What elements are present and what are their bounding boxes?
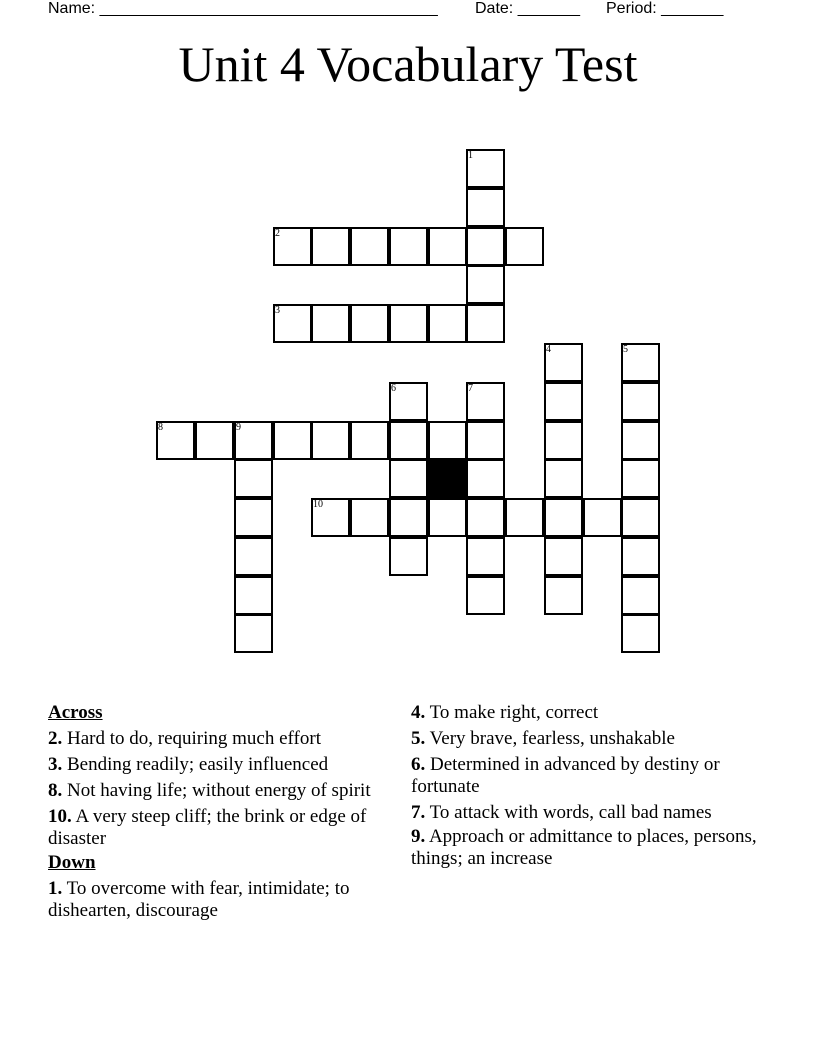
crossword-cell[interactable] xyxy=(311,227,350,266)
crossword-cell[interactable] xyxy=(389,537,428,576)
date-field-label: Date: _______ xyxy=(475,0,580,17)
crossword-cell[interactable] xyxy=(389,498,428,537)
crossword-cell[interactable] xyxy=(621,459,660,498)
crossword-cell[interactable] xyxy=(544,382,583,421)
clue-item: 3. Bending readily; easily influenced xyxy=(48,754,329,775)
crossword-cell[interactable] xyxy=(505,227,544,266)
crossword-cell[interactable] xyxy=(621,382,660,421)
crossword-cell[interactable] xyxy=(544,459,583,498)
crossword-cell[interactable] xyxy=(273,304,312,343)
crossword-cell[interactable] xyxy=(234,576,273,615)
crossword-cell[interactable] xyxy=(466,265,505,304)
crossword-cell[interactable] xyxy=(621,421,660,460)
crossword-cell[interactable] xyxy=(350,227,389,266)
clue-item: 9. Approach or admittance to places, persons, things; an increase xyxy=(411,826,757,869)
crossword-cell[interactable] xyxy=(466,421,505,460)
crossword-cell[interactable] xyxy=(466,149,505,188)
crossword-cell[interactable] xyxy=(505,498,544,537)
crossword-cell[interactable] xyxy=(428,304,467,343)
crossword-cell[interactable] xyxy=(389,227,428,266)
crossword-cell[interactable] xyxy=(273,421,312,460)
crossword-cell[interactable] xyxy=(544,421,583,460)
crossword-cell[interactable] xyxy=(466,227,505,266)
crossword-cell[interactable] xyxy=(234,421,273,460)
crossword-cell[interactable] xyxy=(234,459,273,498)
crossword-cell[interactable] xyxy=(350,498,389,537)
clue-item: 2. Hard to do, requiring much effort xyxy=(48,728,321,749)
crossword-cell[interactable] xyxy=(544,343,583,382)
clue-number: 8 xyxy=(158,422,163,433)
crossword-cell[interactable] xyxy=(621,614,660,653)
clue-number: 3 xyxy=(275,305,280,316)
crossword-cell[interactable] xyxy=(466,459,505,498)
clue-item: 10. A very steep cliff; the brink or edge of disaster xyxy=(48,806,367,849)
clue-item: 5. Very brave, fearless, unshakable xyxy=(411,728,675,749)
clue-number: 6 xyxy=(391,383,396,394)
crossword-cell[interactable] xyxy=(311,304,350,343)
crossword-cell[interactable] xyxy=(311,421,350,460)
crossword-cell[interactable] xyxy=(583,498,622,537)
clue-number: 5 xyxy=(623,344,628,355)
crossword-cell[interactable] xyxy=(428,227,467,266)
down-heading: Down xyxy=(48,852,96,873)
crossword-cell[interactable] xyxy=(544,498,583,537)
crossword-cell[interactable] xyxy=(234,537,273,576)
crossword-cell[interactable] xyxy=(389,421,428,460)
crossword-cell[interactable] xyxy=(621,576,660,615)
crossword-cell[interactable] xyxy=(544,576,583,615)
crossword-cell[interactable] xyxy=(350,304,389,343)
crossword-cell[interactable] xyxy=(544,537,583,576)
crossword-cell[interactable] xyxy=(389,382,428,421)
clue-item: 4. To make right, correct xyxy=(411,702,599,723)
period-field-label: Period: _______ xyxy=(606,0,724,17)
clue-number: 7 xyxy=(468,383,473,394)
clue-item: 7. To attack with words, call bad names xyxy=(411,802,712,823)
clue-number: 9 xyxy=(236,422,241,433)
crossword-cell[interactable] xyxy=(389,304,428,343)
clue-list-right xyxy=(411,702,761,874)
crossword-cell[interactable] xyxy=(466,304,505,343)
crossword-cell[interactable] xyxy=(621,343,660,382)
crossword-cell[interactable] xyxy=(273,227,312,266)
crossword-cell[interactable] xyxy=(350,421,389,460)
clue-item: 1. To overcome with fear, intimidate; to dishearten, discourage xyxy=(48,878,350,921)
clue-number: 10 xyxy=(313,499,323,510)
crossword-cell[interactable] xyxy=(389,459,428,498)
crossword-cell[interactable] xyxy=(621,537,660,576)
crossword-cell[interactable] xyxy=(428,498,467,537)
name-field-label: Name: ______________________________________ xyxy=(48,0,438,17)
crossword-cell[interactable] xyxy=(311,498,350,537)
crossword-block xyxy=(428,459,467,498)
crossword-cell[interactable] xyxy=(466,576,505,615)
crossword-cell[interactable] xyxy=(621,498,660,537)
clue-item: 6. Determined in advanced by destiny or fortunate xyxy=(411,754,720,797)
across-heading: Across xyxy=(48,702,103,723)
page-title: Unit 4 Vocabulary Test xyxy=(178,36,638,92)
crossword-cell[interactable] xyxy=(466,537,505,576)
clue-number: 1 xyxy=(468,150,473,161)
crossword-cell[interactable] xyxy=(195,421,234,460)
clue-number: 4 xyxy=(546,344,551,355)
crossword-cell[interactable] xyxy=(466,382,505,421)
clue-number: 2 xyxy=(275,228,280,239)
crossword-cell[interactable] xyxy=(466,188,505,227)
clue-item: 8. Not having life; without energy of spirit xyxy=(48,780,371,801)
header xyxy=(48,0,724,18)
crossword-cell[interactable] xyxy=(234,614,273,653)
crossword-cell[interactable] xyxy=(234,498,273,537)
crossword-cell[interactable] xyxy=(466,498,505,537)
crossword-cell[interactable] xyxy=(156,421,195,460)
crossword-cell[interactable] xyxy=(428,421,467,460)
clue-list-left xyxy=(48,702,388,926)
